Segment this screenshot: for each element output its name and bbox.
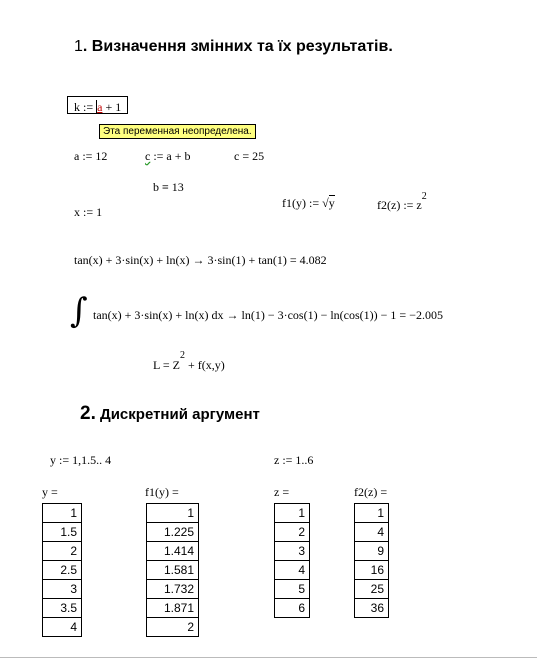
table-row — [147, 561, 199, 580]
f2-exponent: 2 — [421, 191, 427, 202]
table-row — [43, 618, 82, 637]
table-row — [275, 561, 310, 580]
L-rest: + f(x,y) — [184, 358, 225, 372]
y-value-table[interactable] — [42, 503, 82, 637]
integral-expression[interactable]: tan(x) + 3·sin(x) + ln(x) dx → ln(1) − 3·cos(1) − ln(cos(1)) − 1 = −2.005 — [93, 308, 443, 322]
table-row — [43, 504, 82, 523]
table-cell: 36 — [355, 599, 389, 618]
f2-lhs: f2(z) := z — [377, 198, 422, 212]
table-cell: 2.5 — [43, 561, 82, 580]
x-definition[interactable]: x := 1 — [74, 205, 103, 219]
section-2-title: Дискретний аргумент — [95, 406, 260, 423]
section-2-number: 2. — [80, 403, 96, 424]
table-cell: 4 — [43, 618, 82, 637]
z-range-definition[interactable]: z := 1..6 — [274, 453, 314, 467]
table-row — [355, 561, 389, 580]
undefined-variable-a[interactable]: a — [97, 100, 103, 114]
table-row — [355, 580, 389, 599]
undefined-variable-tooltip: Эта переменная неопределена. — [99, 124, 256, 139]
table-cell: 1.414 — [147, 542, 199, 561]
table-row — [275, 504, 310, 523]
a-definition[interactable]: a := 12 — [74, 149, 108, 163]
page-bottom-divider — [0, 657, 537, 658]
table-row — [43, 542, 82, 561]
table-row — [43, 580, 82, 599]
k-lhs: k := — [74, 100, 97, 114]
table-cell: 1.225 — [147, 523, 199, 542]
table-row — [147, 542, 199, 561]
section-1-heading — [74, 38, 393, 56]
f1-table-header: f1(y) = — [145, 485, 179, 499]
table-row — [355, 599, 389, 618]
table-cell: 2 — [43, 542, 82, 561]
integral-icon: ∫ — [70, 291, 88, 331]
table-row — [275, 580, 310, 599]
y-table-header: y = — [42, 485, 58, 499]
c-definition-rest: := a + b — [150, 149, 191, 163]
table-row — [355, 523, 389, 542]
table-row — [147, 523, 199, 542]
section-2-heading — [80, 403, 260, 425]
section-1-title: . Визначення змінних та їх результатів. — [82, 38, 393, 55]
y-range-definition[interactable]: y := 1,1.5.. 4 — [50, 453, 112, 467]
table-row — [147, 599, 199, 618]
table-cell: 1 — [147, 504, 199, 523]
table-cell: 1.871 — [147, 599, 199, 618]
table-row — [147, 618, 199, 637]
table-cell: 1 — [355, 504, 389, 523]
f1-lhs: f1(y) := — [282, 196, 323, 210]
c-evaluation[interactable]: c = 25 — [234, 149, 265, 163]
z-table-header: z = — [274, 485, 290, 499]
f1-radicand: y — [328, 196, 335, 210]
sqrt-icon: √ — [322, 196, 329, 210]
c-variable: c — [145, 149, 151, 163]
table-cell: 4 — [355, 523, 389, 542]
table-cell: 5 — [275, 580, 310, 599]
table-row — [275, 523, 310, 542]
table-cell: 9 — [355, 542, 389, 561]
b-global-definition[interactable]: b ≡ 13 — [153, 180, 184, 194]
k-expression-region[interactable] — [67, 96, 128, 114]
f2-definition[interactable] — [377, 191, 427, 212]
f1-value-table[interactable] — [146, 503, 199, 637]
table-row — [355, 542, 389, 561]
table-cell: 3 — [43, 580, 82, 599]
table-cell: 25 — [355, 580, 389, 599]
table-cell: 1.581 — [147, 561, 199, 580]
table-row — [43, 523, 82, 542]
table-cell: 3 — [275, 542, 310, 561]
table-cell: 1 — [43, 504, 82, 523]
f2-value-table[interactable] — [354, 503, 389, 618]
table-row — [43, 561, 82, 580]
z-value-table[interactable] — [274, 503, 310, 618]
table-cell: 16 — [355, 561, 389, 580]
table-row — [43, 599, 82, 618]
L-exponent: 2 — [179, 350, 185, 361]
k-rest: + 1 — [102, 100, 122, 114]
section-1-number: 1 — [74, 38, 83, 55]
table-cell: 1.5 — [43, 523, 82, 542]
f1-definition[interactable] — [282, 196, 335, 211]
c-definition[interactable] — [145, 149, 191, 164]
L-expression[interactable] — [153, 350, 225, 372]
table-cell: 2 — [275, 523, 310, 542]
f2-table-header: f2(z) = — [354, 485, 388, 499]
table-cell: 4 — [275, 561, 310, 580]
table-cell: 3.5 — [43, 599, 82, 618]
table-cell: 2 — [147, 618, 199, 637]
table-cell: 6 — [275, 599, 310, 618]
table-row — [275, 542, 310, 561]
symbolic-evaluation[interactable]: tan(x) + 3·sin(x) + ln(x) → 3·sin(1) + tan(1) = 4.082 — [74, 253, 327, 267]
table-row — [147, 580, 199, 599]
table-row — [355, 504, 389, 523]
L-lhs: L = Z — [153, 358, 180, 372]
table-row — [275, 599, 310, 618]
table-row — [147, 504, 199, 523]
table-cell: 1.732 — [147, 580, 199, 599]
table-cell: 1 — [275, 504, 310, 523]
